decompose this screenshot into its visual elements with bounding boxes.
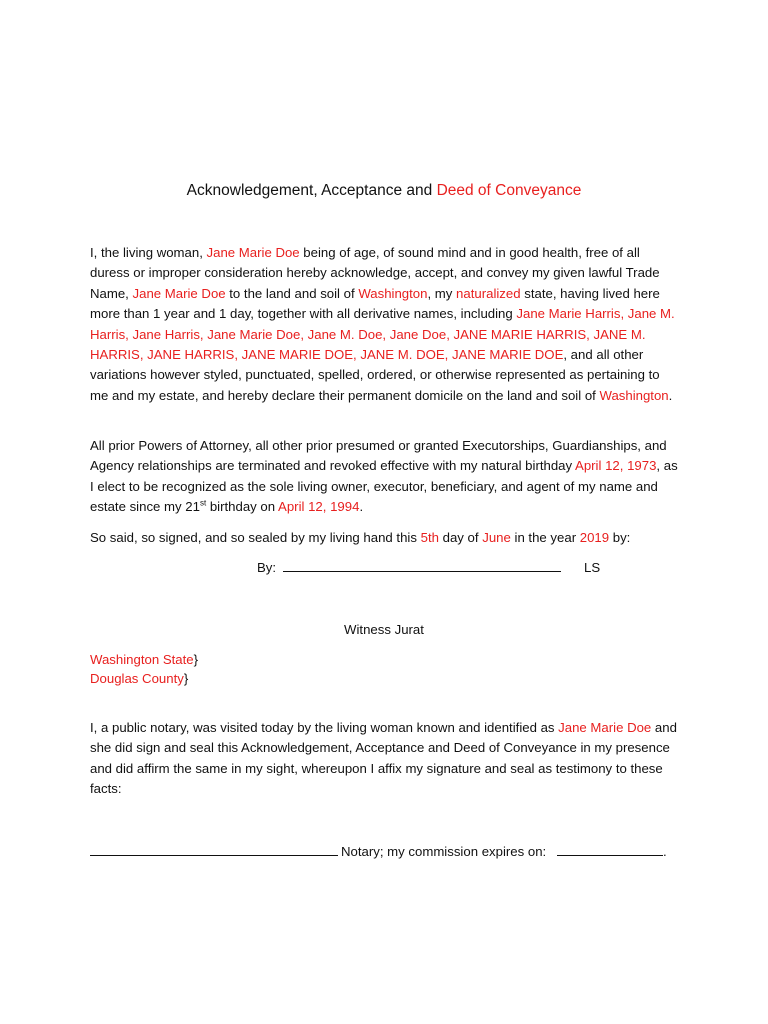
text: state, having lived here more than 1 year and 1 day, together with all derivative names, including: [90, 285, 660, 322]
text: , and all other variations however styled, punctuated, spelled, ordered, or otherwise represented as pertaining to me and my estate, and hereby declare their permanent domicile on the land and soil of: [90, 347, 660, 403]
ls-label: LS: [584, 560, 601, 575]
text: I, the living woman,: [90, 245, 207, 260]
paragraph-signed: [90, 528, 680, 548]
text: All prior Powers of Attorney, all other prior presumed or granted Executorships, Guardianships, and Agency relationships are terminated and revoked effective with my natural birthday: [90, 438, 667, 474]
venue-state: [90, 650, 198, 669]
notary-label: Notary; my commission expires on:: [341, 844, 547, 859]
year-highlight: 2019: [579, 530, 610, 545]
title-highlight: Deed of Conveyance: [436, 182, 582, 199]
text: , my: [427, 285, 457, 301]
state-highlight: Washington: [599, 387, 669, 403]
title-text: Acknowledgement, Acceptance and: [186, 182, 437, 199]
text: and she did sign and seal this Acknowledgement, Acceptance and Deed of Conveyance in my presence and did affirm the same in my sight, whereupon I affix my signature and seal as testimony to these facts:: [90, 720, 677, 797]
text: to the land and soil of: [225, 285, 359, 301]
day-highlight: 5th: [420, 530, 439, 545]
naturalized-highlight: naturalized: [456, 285, 521, 301]
period: .: [663, 844, 667, 859]
jurat-heading: Witness Jurat: [344, 622, 424, 637]
text: .: [668, 387, 673, 403]
county-name: Douglas County: [90, 671, 184, 686]
name-highlight: Jane Marie Doe: [132, 285, 226, 301]
paragraph-notary: [90, 718, 680, 800]
text: .: [359, 499, 364, 515]
ordinal-suffix: st: [199, 498, 207, 508]
signature-blank[interactable]: [283, 571, 561, 572]
derivative-names: Jane Marie Harris, Jane M. Harris, Jane Harris, Jane Marie Doe, Jane M. Doe, Jane Doe, JANE MARIE HARRIS, JANE M. HARRIS, JANE HARRIS, JANE MARIE DOE, JANE M. DOE, JANE MARIE DOE: [90, 306, 675, 363]
name-highlight: Jane Marie Doe: [558, 720, 652, 735]
date-highlight: April 12, 1994: [278, 499, 360, 515]
text: in the year: [510, 530, 580, 545]
document-title: [0, 180, 768, 202]
state-name: Washington State: [90, 652, 194, 667]
notary-signature-blank[interactable]: [90, 855, 338, 856]
text: So said, so signed, and so sealed by my living hand this: [90, 530, 421, 545]
by-label: By:: [257, 560, 277, 575]
text: birthday on: [206, 499, 279, 515]
brace: }: [183, 671, 189, 686]
text: being of age, of sound mind and in good health, free of all duress or improper consideration hereby acknowledge, accept, and convey my given lawful Trade Name,: [90, 245, 660, 301]
state-highlight: Washington: [358, 285, 428, 301]
name-highlight: Jane Marie Doe: [206, 245, 300, 260]
month-highlight: June: [482, 530, 511, 545]
text: by:: [609, 530, 631, 545]
brace: }: [193, 652, 199, 667]
text: , as I elect to be recognized as the sole living owner, executor, beneficiary, and agent of my name and estate since my 21: [90, 458, 678, 515]
text: day of: [438, 530, 483, 545]
paragraph-declaration: [90, 243, 680, 406]
paragraph-revocation: [90, 436, 680, 518]
venue-block: [90, 650, 198, 688]
birthday-highlight: April 12, 1973: [575, 458, 657, 474]
text: I, a public notary, was visited today by the living woman known and identified as: [90, 720, 559, 735]
venue-county: [90, 669, 198, 688]
expiry-date-blank[interactable]: [557, 855, 663, 856]
